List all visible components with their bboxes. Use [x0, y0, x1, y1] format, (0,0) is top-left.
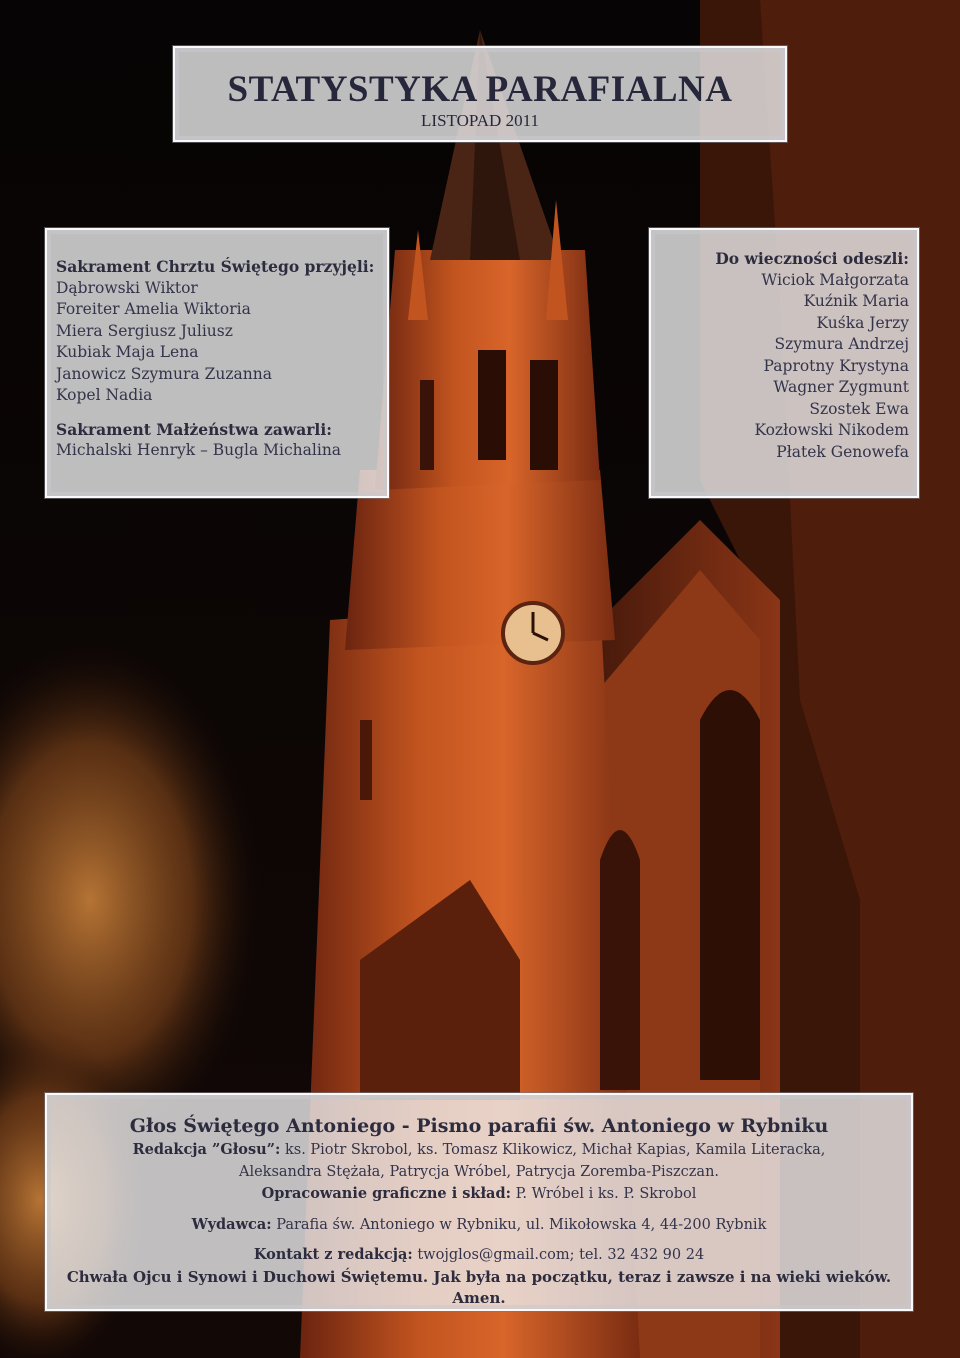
deaths-name: Płatek Genowefa: [776, 442, 909, 461]
contact-value: twojglos@gmail.com; tel. 32 432 90 24: [417, 1247, 705, 1263]
editors-label: Redakcja ”Głosu”:: [132, 1141, 281, 1158]
deaths-name: Szostek Ewa: [809, 399, 909, 418]
baptism-name: Janowicz Szymura Zuzanna: [56, 364, 272, 383]
marriage-heading: Sakrament Małżeństwa zawarli:: [56, 419, 332, 439]
graphics-value: P. Wróbel i ks. P. Skrobol: [515, 1186, 697, 1202]
baptism-name: Kubiak Maja Lena: [56, 343, 199, 361]
publisher-label: Wydawca:: [191, 1215, 272, 1233]
sacraments-panel: [45, 228, 389, 498]
deaths-name: Kozłowski Nikodem: [754, 421, 909, 439]
marriage-name: Michalski Henryk – Bugla Michalina: [56, 441, 342, 459]
closing-prayer: Chwała Ojcu i Synowi i Duchowi Świętemu. Jak była na początku, teraz i zawsze i na wieki wieków. Amen.: [66, 1267, 892, 1307]
baptism-name: Kopel Nadia: [56, 386, 153, 404]
graphics-label: Opracowanie graficzne i skład:: [261, 1185, 511, 1202]
graphics-line: [47, 1183, 911, 1206]
deaths-heading: Do wieczności odeszli:: [715, 249, 909, 268]
editors-names-1: ks. Piotr Skrobol, ks. Tomasz Klikowicz, Michał Kapias, Kamila Literacka,: [284, 1142, 826, 1158]
editors-line: [47, 1139, 911, 1162]
deaths-panel: [649, 228, 919, 498]
editors-names-2: Aleksandra Stężała, Patrycja Wróbel, Patrycja Zoremba-Piszczan.: [238, 1163, 720, 1180]
deaths-name: Kuśka Jerzy: [816, 313, 909, 332]
page-title: STATYSTYKA PARAFIALNA: [227, 69, 733, 110]
deaths-name: Wiciok Małgorzata: [761, 270, 909, 289]
deaths-name: Wagner Zygmunt: [773, 378, 909, 396]
baptism-heading: Sakrament Chrztu Świętego przyjęli:: [56, 257, 375, 276]
deaths-name: Szymura Andrzej: [774, 335, 909, 353]
baptism-name: Dąbrowski Wiktor: [56, 278, 198, 297]
page-subtitle: LISTOPAD 2011: [421, 111, 539, 130]
publisher-line: [47, 1214, 911, 1237]
baptism-name: Foreiter Amelia Wiktoria: [56, 300, 251, 318]
contact-line: [47, 1244, 911, 1267]
deaths-name: Kuźnik Maria: [803, 292, 909, 310]
publication-title: Głos Świętego Antoniego - Pismo parafii św. Antoniego w Rybniku: [129, 1115, 829, 1137]
colophon-panel: [45, 1093, 913, 1311]
contact-label: Kontakt z redakcją:: [253, 1246, 413, 1263]
publisher-value: Parafia św. Antoniego w Rybniku, ul. Mikołowska 4, 44-200 Rybnik: [276, 1216, 767, 1233]
baptism-name: Miera Sergiusz Juliusz: [56, 321, 233, 340]
title-panel: [173, 46, 787, 142]
deaths-name: Paprotny Krystyna: [763, 356, 909, 375]
